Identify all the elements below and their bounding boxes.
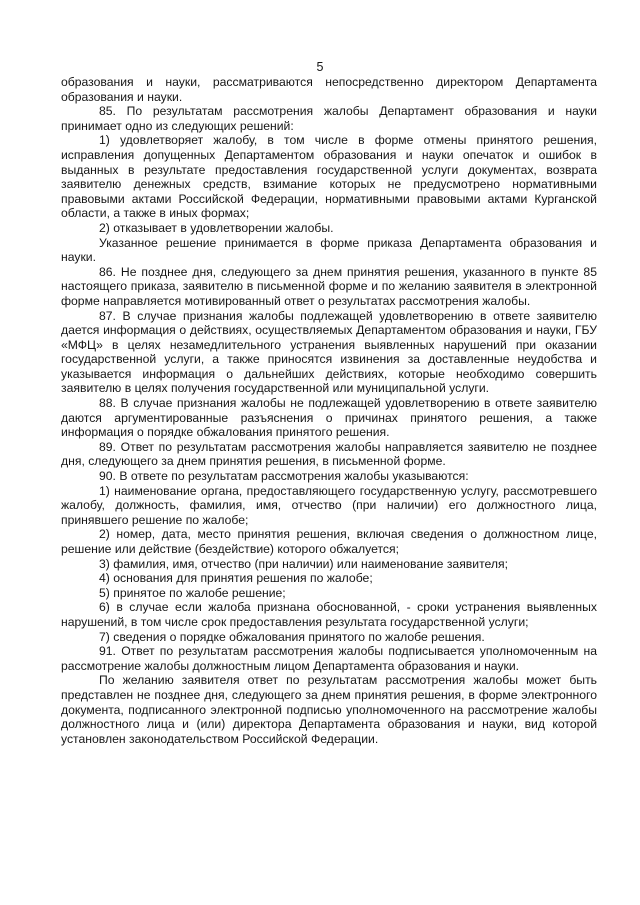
paragraph-89: 89. Ответ по результатам рассмотрения жалобы направляется заявителю не позднее дня, следующего за днем принятия решения, в письменной форме. [61, 439, 597, 469]
paragraph-90-item-5: 5) принятое по жалобе решение; [99, 585, 286, 600]
paragraph-85: 85. По результатам рассмотрения жалобы Департамент образования и науки принимает одно из следующих решений: [61, 104, 597, 133]
paragraph-86: 86. Не позднее дня, следующего за днем принятия решения, указанного в пункте 85 настоящего приказа, заявителю в письменной форме и по желанию заявителя в электронной форме направляется мотивированный ответ о результатах рассмотрения жалобы. [61, 264, 597, 308]
paragraph-90-item-4: 4) основания для принятия решения по жалобе; [99, 571, 373, 586]
paragraph-85-decision-form: Указанное решение принимается в форме приказа Департамента образования и науки. [61, 235, 597, 265]
page-number: 5 [316, 60, 324, 74]
paragraph-90-item-1: 1) наименование органа, предоставляющего государственную услугу, рассмотревшего жалобу, должность, фамилия, имя, отчество (при наличии) его должностного лица, принявшего решение по жалобе; [61, 483, 597, 527]
paragraph-91: 91. Ответ по результатам рассмотрения жалобы подписывается уполномоченным на рассмотрение жалобы должностным лицом Департамента образования и науки. [61, 644, 597, 673]
paragraph-90-item-2: 2) номер, дата, место принятия решения, включая сведения о должностном лице, решение или действие (бездействие) которого обжалуется; [61, 527, 597, 556]
paragraph-87: 87. В случае признания жалобы подлежащей удовлетворению в ответе заявителю дается информация о действиях, осуществляемых Департаментом образования и науки, ГБУ «МФЦ» в целях незамедлительного устранения выявленных нарушений при оказании государственной услуги, а также приносятся извинения за доставленные неудобства и указывается информация о дальнейших действиях, которые необходимо совершить заявителю в целях получения государственной или муниципальной услуги. [61, 308, 597, 396]
paragraph-continuation: образования и науки, рассматриваются непосредственно директором Департамента образования и науки. [61, 75, 597, 104]
paragraph-88: 88. В случае признания жалобы не подлежащей удовлетворению в ответе заявителю даются аргументированные разъяснения о причинах принятого решения, а также информация о порядке обжалования принятого решения. [61, 396, 597, 440]
paragraph-91-electronic: По желанию заявителя ответ по результатам рассмотрения жалобы может быть представлен не позднее дня, следующего за днем принятия решения, в форме электронного документа, подписанного электронной подписью уполномоченного на рассмотрение жалобы должностного лица и (или) директора Департамента образования и науки, вид которой установлен законодательством Российской Федерации. [61, 673, 597, 746]
document-body [61, 75, 597, 746]
paragraph-90: 90. В ответе по результатам рассмотрения жалобы указываются: [99, 469, 469, 484]
paragraph-85-item-1: 1) удовлетворяет жалобу, в том числе в форме отмены принятого решения, исправления допущенных Департаментом образования и науки опечаток и ошибок в выданных в результате предоставления государственной услуги документах, возврата заявителю денежных средств, взимание которых не предусмотрено нормативными правовыми актами Российской Федерации, нормативными правовыми актами Курганской области, а также в иных формах; [61, 133, 597, 221]
paragraph-90-item-6: 6) в случае если жалоба признана обоснованной, - сроки устранения выявленных нарушений, в том числе срок предоставления результата государственной услуги; [61, 600, 597, 629]
paragraph-90-item-3: 3) фамилия, имя, отчество (при наличии) или наименование заявителя; [99, 556, 509, 571]
paragraph-90-item-7: 7) сведения о порядке обжалования принятого по жалобе решения. [99, 629, 485, 644]
paragraph-85-item-2: 2) отказывает в удовлетворении жалобы. [99, 220, 334, 235]
